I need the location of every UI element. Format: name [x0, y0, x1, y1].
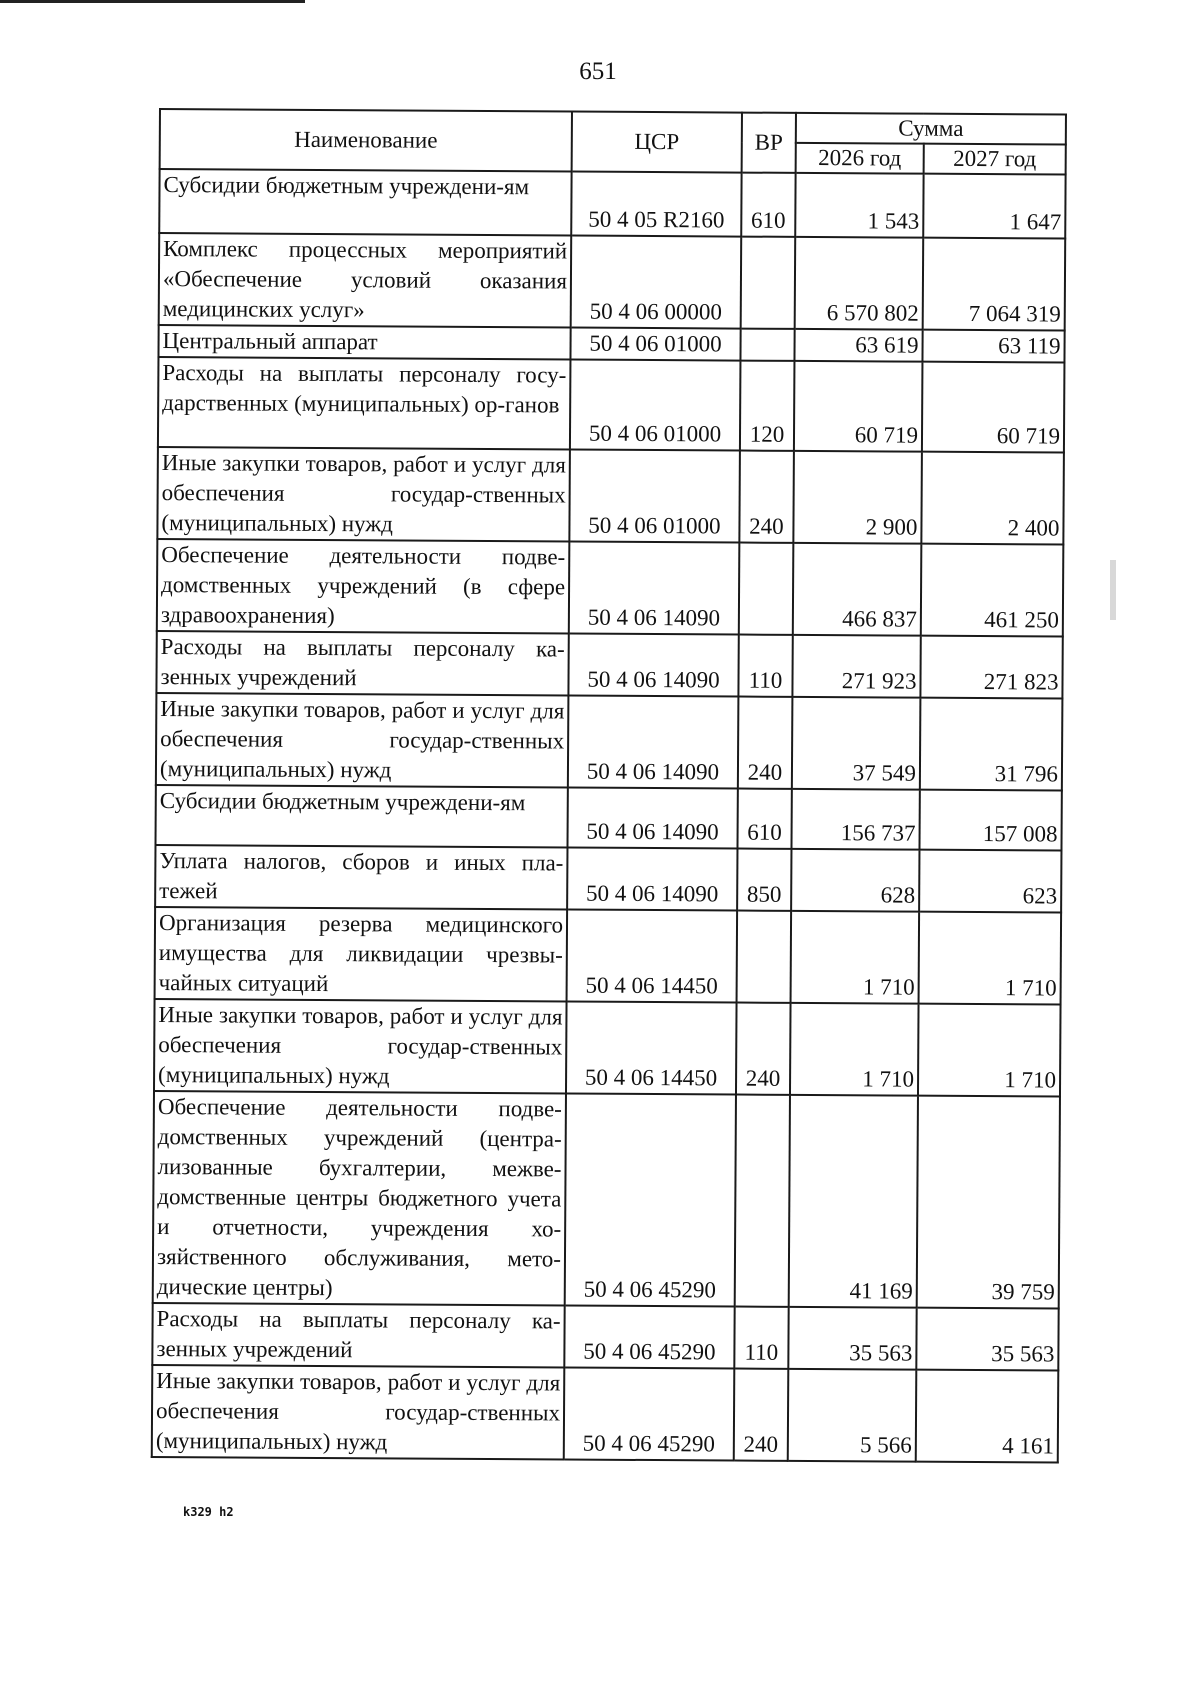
row-vr: 110	[734, 1307, 788, 1369]
row-amount-2026: 63 619	[794, 329, 922, 362]
table-row	[155, 907, 1062, 1005]
row-amount-2027: 157 008	[919, 790, 1061, 851]
table-row	[155, 785, 1061, 851]
row-csr: 50 4 06 14090	[567, 788, 737, 849]
row-amount-2027: 39 759	[917, 1096, 1060, 1309]
row-csr: 50 4 06 14090	[569, 542, 740, 635]
row-name: Комплекс процессных мероприятий «Обеспечение условий оказания медицинских услуг»	[159, 233, 572, 328]
row-amount-2026: 60 719	[794, 361, 923, 452]
row-csr: 50 4 06 01000	[570, 328, 740, 361]
row-amount-2026: 1 710	[790, 1003, 919, 1096]
header-name: Наименование	[160, 109, 572, 172]
row-name: Иные закупки товаров, работ и услуг для обеспечения государ-ственных (муниципальных) нужд	[154, 999, 567, 1094]
row-csr: 50 4 06 14450	[567, 910, 738, 1003]
row-amount-2026: 37 549	[792, 697, 921, 790]
row-vr	[740, 329, 794, 361]
header-csr: ЦСР	[572, 112, 742, 173]
row-csr: 50 4 06 01000	[569, 450, 740, 543]
row-amount-2027: 63 119	[922, 330, 1064, 363]
row-vr	[735, 1095, 790, 1307]
row-vr	[739, 543, 794, 635]
row-amount-2026: 1 710	[791, 911, 920, 1004]
row-name: Центральный аппарат	[158, 325, 570, 360]
row-csr: 50 4 06 14090	[567, 848, 737, 911]
scan-edge-mark	[1110, 560, 1116, 620]
row-vr: 240	[736, 1003, 791, 1095]
row-amount-2027: 4 161	[916, 1370, 1059, 1463]
page-number: 651	[579, 58, 617, 85]
table-row	[156, 631, 1062, 699]
row-amount-2026: 35 563	[788, 1307, 916, 1370]
row-amount-2026: 466 837	[793, 543, 922, 636]
table-row	[159, 169, 1065, 239]
header-vr: ВР	[742, 113, 796, 173]
top-rule	[0, 0, 305, 3]
row-vr: 610	[737, 789, 791, 849]
row-name: Расходы на выплаты персоналу госу-дарственных (муниципальных) ор-ганов	[158, 357, 571, 450]
row-amount-2027: 461 250	[921, 544, 1064, 637]
row-amount-2027: 35 563	[916, 1308, 1058, 1371]
row-vr: 120	[740, 361, 795, 451]
header-year-2027: 2027 год	[924, 144, 1066, 175]
table-row	[152, 1303, 1058, 1371]
row-name: Иные закупки товаров, работ и услуг для обеспечения государ-ственных (муниципальных) нужд	[152, 1365, 565, 1460]
row-amount-2026: 628	[791, 849, 919, 912]
row-name: Субсидии бюджетным учреждени-ям	[155, 785, 567, 848]
row-vr: 240	[739, 451, 794, 543]
row-amount-2026: 271 923	[792, 635, 920, 698]
row-csr: 50 4 06 14090	[568, 696, 739, 789]
row-amount-2027: 1 710	[918, 1004, 1061, 1097]
row-vr: 240	[734, 1369, 789, 1461]
row-amount-2027: 271 823	[920, 636, 1062, 699]
row-vr: 240	[738, 697, 793, 789]
row-csr: 50 4 05 R2160	[571, 172, 741, 237]
table-row	[156, 693, 1063, 791]
row-amount-2026: 5 566	[788, 1369, 917, 1462]
row-name: Расходы на выплаты персоналу ка-зенных учреждений	[152, 1303, 564, 1368]
row-csr: 50 4 06 45290	[565, 1094, 736, 1307]
row-amount-2026: 1 543	[795, 173, 923, 238]
budget-table	[151, 108, 1067, 1464]
row-amount-2026: 156 737	[791, 789, 919, 850]
row-amount-2027: 623	[919, 850, 1061, 913]
table-row	[158, 357, 1065, 453]
row-amount-2026: 2 900	[793, 451, 922, 544]
table-row	[157, 447, 1064, 545]
row-vr	[737, 911, 792, 1003]
row-amount-2026: 6 570 802	[795, 237, 924, 330]
row-amount-2027: 1 647	[923, 174, 1065, 239]
table-row	[154, 999, 1061, 1097]
row-csr: 50 4 06 00000	[571, 236, 742, 329]
row-csr: 50 4 06 45290	[564, 1367, 735, 1460]
row-vr: 610	[741, 173, 795, 237]
row-csr: 50 4 06 14450	[566, 1002, 737, 1095]
footer-code: k329 h2	[183, 1505, 234, 1519]
row-csr: 50 4 06 01000	[570, 360, 741, 451]
row-amount-2027: 1 710	[919, 912, 1062, 1005]
row-amount-2027: 7 064 319	[923, 238, 1066, 331]
row-vr: 110	[738, 635, 792, 697]
row-name: Иные закупки товаров, работ и услуг для обеспечения государ-ственных (муниципальных) нужд	[157, 447, 570, 542]
table-row	[157, 539, 1064, 637]
row-amount-2026: 41 169	[789, 1095, 918, 1308]
row-name: Иные закупки товаров, работ и услуг для обеспечения государ-ственных (муниципальных) нужд	[156, 693, 569, 788]
table-row	[155, 845, 1061, 913]
row-csr: 50 4 06 45290	[564, 1306, 734, 1369]
row-amount-2027: 31 796	[920, 698, 1063, 791]
row-name: Уплата налогов, сборов и иных пла-тежей	[155, 845, 567, 910]
row-vr	[741, 237, 796, 329]
row-name: Обеспечение деятельности подве-домственных учреждений (центра-лизованные бухгалтерии, межве-домственные центры бюджетного учета и отчетности, учреждения хо-зяйственного обслуживания, мето-дические центры)	[153, 1091, 566, 1306]
row-name: Субсидии бюджетным учреждени-ям	[159, 169, 571, 236]
header-sum: Сумма	[796, 113, 1066, 145]
header-year-2026: 2026 год	[796, 143, 924, 174]
row-name: Обеспечение деятельности подве-домственных учреждений (в сфере здравоохранения)	[157, 539, 570, 634]
table-row	[152, 1365, 1059, 1463]
row-csr: 50 4 06 14090	[568, 634, 738, 697]
table-row	[159, 233, 1066, 331]
row-name: Расходы на выплаты персоналу ка-зенных учреждений	[156, 631, 568, 696]
row-vr: 850	[737, 849, 791, 911]
table-row	[153, 1091, 1060, 1309]
row-amount-2027: 2 400	[921, 452, 1064, 545]
row-amount-2027: 60 719	[922, 362, 1065, 453]
row-name: Организация резерва медицинского имущества для ликвидации чрезвы-чайных ситуаций	[155, 907, 568, 1002]
